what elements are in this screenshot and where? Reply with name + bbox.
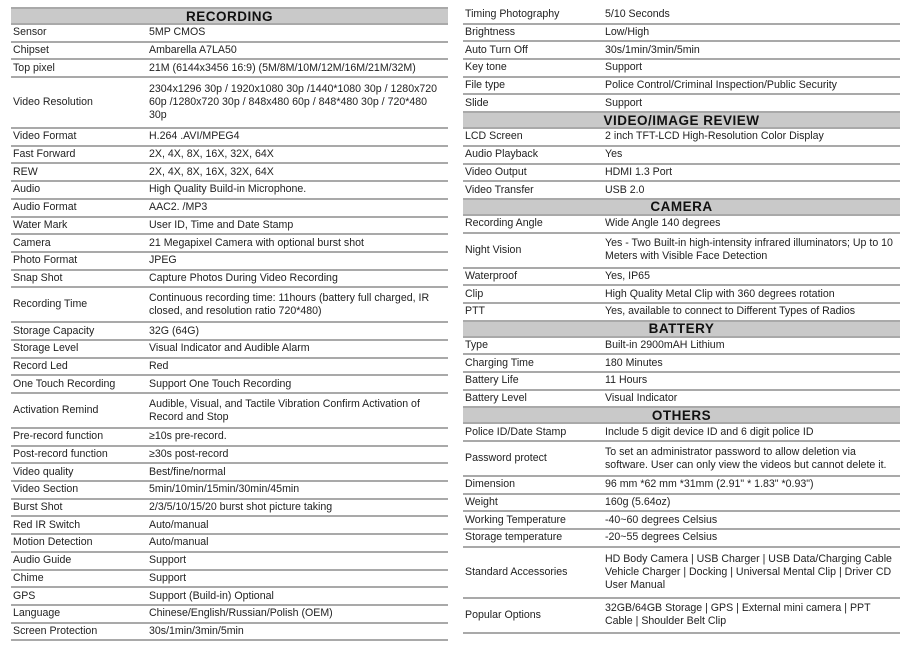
- spec-label: Photo Format: [11, 252, 147, 270]
- spec-row: [463, 268, 900, 286]
- spec-value: 5min/10min/15min/30min/45min: [147, 481, 448, 499]
- spec-label: PTT: [463, 303, 603, 321]
- spec-row: [463, 7, 900, 24]
- spec-label: Audio Playback: [463, 146, 603, 164]
- spec-row: [11, 605, 448, 623]
- spec-row: [463, 94, 900, 112]
- spec-label: Sensor: [11, 24, 147, 42]
- spec-value: Support: [603, 59, 900, 77]
- spec-row: [463, 146, 900, 164]
- spec-label: Record Led: [11, 358, 147, 376]
- spec-table-left: [11, 7, 448, 641]
- spec-value: 32G (64G): [147, 322, 448, 340]
- spec-value: 21 Megapixel Camera with optional burst shot: [147, 234, 448, 252]
- spec-row: [11, 516, 448, 534]
- spec-row: [463, 511, 900, 529]
- spec-value: 160g (5.64oz): [603, 494, 900, 512]
- spec-value: ≥10s pre-record.: [147, 428, 448, 446]
- spec-label: Audio Guide: [11, 552, 147, 570]
- spec-row: [463, 494, 900, 512]
- spec-value: Support One Touch Recording: [147, 375, 448, 393]
- spec-label: Battery Life: [463, 372, 603, 390]
- spec-row: [11, 393, 448, 428]
- spec-label: Video Output: [463, 164, 603, 182]
- spec-value: JPEG: [147, 252, 448, 270]
- spec-label: LCD Screen: [463, 128, 603, 146]
- spec-row: [463, 354, 900, 372]
- spec-label: Password protect: [463, 441, 603, 476]
- spec-label: Storage Level: [11, 340, 147, 358]
- spec-value: Continuous recording time: 11hours (battery full charged, IR closed, and resolution ratio 720*480): [147, 287, 448, 322]
- spec-label: Brightness: [463, 24, 603, 42]
- spec-label: Key tone: [463, 59, 603, 77]
- spec-value: 5/10 Seconds: [603, 7, 900, 24]
- spec-label: Post-record function: [11, 446, 147, 464]
- spec-row: [463, 24, 900, 42]
- spec-label: Slide: [463, 94, 603, 112]
- spec-label: Audio: [11, 181, 147, 199]
- spec-row: [463, 598, 900, 633]
- spec-label: Video Transfer: [463, 181, 603, 199]
- spec-label: Water Mark: [11, 217, 147, 235]
- spec-value: ≥30s post-record: [147, 446, 448, 464]
- spec-value: 21M (6144x3456 16:9) (5M/8M/10M/12M/16M/21M/32M): [147, 59, 448, 77]
- spec-label: Popular Options: [463, 598, 603, 633]
- spec-row: [11, 375, 448, 393]
- spec-label: Chime: [11, 570, 147, 588]
- spec-value: 32GB/64GB Storage | GPS | External mini camera | PPT Cable | Shoulder Belt Clip: [603, 598, 900, 633]
- spec-value: Chinese/English/Russian/Polish (OEM): [147, 605, 448, 623]
- spec-row: [11, 446, 448, 464]
- spec-row: [11, 340, 448, 358]
- spec-value: Auto/manual: [147, 516, 448, 534]
- spec-row: [463, 164, 900, 182]
- spec-row: [463, 441, 900, 476]
- section-title: VIDEO/IMAGE REVIEW: [463, 112, 900, 128]
- spec-row: [11, 163, 448, 181]
- spec-row: [463, 285, 900, 303]
- spec-row: [11, 42, 448, 60]
- spec-row: [11, 552, 448, 570]
- spec-value: Capture Photos During Video Recording: [147, 270, 448, 288]
- spec-row: [11, 217, 448, 235]
- spec-value: 30s/1min/3min/5min: [603, 41, 900, 59]
- spec-label: Language: [11, 605, 147, 623]
- spec-label: Audio Format: [11, 199, 147, 217]
- spec-row: [11, 287, 448, 322]
- section-header: [463, 112, 900, 128]
- spec-value: Low/High: [603, 24, 900, 42]
- spec-row: [11, 322, 448, 340]
- spec-row: [11, 77, 448, 128]
- spec-value: Best/fine/normal: [147, 463, 448, 481]
- spec-row: [463, 303, 900, 321]
- spec-value: Yes, IP65: [603, 268, 900, 286]
- section-header: [463, 321, 900, 337]
- section-title: RECORDING: [11, 8, 448, 24]
- spec-row: [463, 41, 900, 59]
- spec-row: [463, 476, 900, 494]
- spec-row: [463, 547, 900, 598]
- section-header: [463, 407, 900, 423]
- section-header: [11, 8, 448, 24]
- spec-row: [463, 59, 900, 77]
- spec-value: 11 Hours: [603, 372, 900, 390]
- spec-row: [11, 587, 448, 605]
- spec-value: HD Body Camera | USB Charger | USB Data/Charging Cable Vehicle Charger | Docking | Universal Mental Clip | Driver CD User Manual: [603, 547, 900, 598]
- spec-row: [463, 529, 900, 547]
- spec-value: 180 Minutes: [603, 354, 900, 372]
- spec-value: 2 inch TFT-LCD High-Resolution Color Display: [603, 128, 900, 146]
- spec-label: Snap Shot: [11, 270, 147, 288]
- spec-label: Battery Level: [463, 390, 603, 408]
- spec-value: Support (Build-in) Optional: [147, 587, 448, 605]
- spec-value: Support: [147, 552, 448, 570]
- section-header: [463, 199, 900, 215]
- spec-value: User ID, Time and Date Stamp: [147, 217, 448, 235]
- spec-label: Video Resolution: [11, 77, 147, 128]
- spec-label: Video quality: [11, 463, 147, 481]
- spec-row: [11, 463, 448, 481]
- spec-value: AAC2. /MP3: [147, 199, 448, 217]
- spec-label: Red IR Switch: [11, 516, 147, 534]
- spec-label: Police ID/Date Stamp: [463, 423, 603, 441]
- spec-row: [11, 234, 448, 252]
- spec-value: 5MP CMOS: [147, 24, 448, 42]
- spec-value: Police Control/Criminal Inspection/Public Security: [603, 77, 900, 95]
- spec-row: [11, 24, 448, 42]
- spec-label: Weight: [463, 494, 603, 512]
- spec-row: [11, 570, 448, 588]
- spec-label: Pre-record function: [11, 428, 147, 446]
- spec-row: [11, 534, 448, 552]
- spec-label: Top pixel: [11, 59, 147, 77]
- spec-row: [11, 499, 448, 517]
- spec-label: Activation Remind: [11, 393, 147, 428]
- spec-label: Recording Time: [11, 287, 147, 322]
- spec-value: Include 5 digit device ID and 6 digit police ID: [603, 423, 900, 441]
- spec-row: [463, 372, 900, 390]
- spec-value: Support: [147, 570, 448, 588]
- spec-value: Audible, Visual, and Tactile Vibration Confirm Activation of Record and Stop: [147, 393, 448, 428]
- spec-label: One Touch Recording: [11, 375, 147, 393]
- spec-value: 2304x1296 30p / 1920x1080 30p /1440*1080 30p / 1280x720 60p /1280x720 30p / 848x480 60p / 848*480 30p / 720*480 30p: [147, 77, 448, 128]
- spec-label: Fast Forward: [11, 146, 147, 164]
- spec-label: Standard Accessories: [463, 547, 603, 598]
- spec-value: Visual Indicator and Audible Alarm: [147, 340, 448, 358]
- spec-row: [11, 199, 448, 217]
- spec-value: 2/3/5/10/15/20 burst shot picture taking: [147, 499, 448, 517]
- spec-value: -20~55 degrees Celsius: [603, 529, 900, 547]
- spec-value: Built-in 2900mAH Lithium: [603, 337, 900, 355]
- spec-label: Video Format: [11, 128, 147, 146]
- spec-row: [11, 358, 448, 376]
- spec-value: Yes, available to connect to Different Types of Radios: [603, 303, 900, 321]
- spec-label: Chipset: [11, 42, 147, 60]
- spec-row: [463, 390, 900, 408]
- spec-value: Red: [147, 358, 448, 376]
- spec-label: Screen Protection: [11, 623, 147, 641]
- spec-label: Auto Turn Off: [463, 41, 603, 59]
- spec-row: [11, 481, 448, 499]
- spec-row: [11, 128, 448, 146]
- spec-label: Recording Angle: [463, 215, 603, 233]
- spec-label: Storage temperature: [463, 529, 603, 547]
- spec-row: [11, 146, 448, 164]
- spec-value: 30s/1min/3min/5min: [147, 623, 448, 641]
- spec-row: [463, 181, 900, 199]
- spec-value: Visual Indicator: [603, 390, 900, 408]
- spec-label: Night Vision: [463, 233, 603, 268]
- spec-value: Yes - Two Built-in high-intensity infrared illuminators; Up to 10 Meters with Visible Face Detection: [603, 233, 900, 268]
- spec-row: [463, 128, 900, 146]
- spec-row: [463, 423, 900, 441]
- spec-row: [11, 270, 448, 288]
- spec-row: [11, 59, 448, 77]
- spec-label: Burst Shot: [11, 499, 147, 517]
- spec-row: [463, 337, 900, 355]
- spec-label: Dimension: [463, 476, 603, 494]
- spec-label: GPS: [11, 587, 147, 605]
- spec-label: Waterproof: [463, 268, 603, 286]
- spec-row: [463, 215, 900, 233]
- section-title: CAMERA: [463, 199, 900, 215]
- spec-value: High Quality Build-in Microphone.: [147, 181, 448, 199]
- spec-label: File type: [463, 77, 603, 95]
- spec-value: 96 mm *62 mm *31mm (2.91" * 1.83" *0.93"): [603, 476, 900, 494]
- spec-label: Timing Photography: [463, 7, 603, 24]
- spec-label: Clip: [463, 285, 603, 303]
- spec-value: -40~60 degrees Celsius: [603, 511, 900, 529]
- spec-row: [463, 233, 900, 268]
- spec-value: Auto/manual: [147, 534, 448, 552]
- spec-value: USB 2.0: [603, 181, 900, 199]
- spec-value: Support: [603, 94, 900, 112]
- spec-row: [11, 252, 448, 270]
- spec-value: High Quality Metal Clip with 360 degrees rotation: [603, 285, 900, 303]
- spec-value: Yes: [603, 146, 900, 164]
- spec-row: [11, 623, 448, 641]
- spec-label: Motion Detection: [11, 534, 147, 552]
- spec-label: Camera: [11, 234, 147, 252]
- section-title: OTHERS: [463, 407, 900, 423]
- spec-value: To set an administrator password to allow deletion via software. User can only view the videos but cannot delete it.: [603, 441, 900, 476]
- spec-label: Storage Capacity: [11, 322, 147, 340]
- spec-value: 2X, 4X, 8X, 16X, 32X, 64X: [147, 146, 448, 164]
- spec-row: [11, 428, 448, 446]
- spec-label: REW: [11, 163, 147, 181]
- spec-value: HDMI 1.3 Port: [603, 164, 900, 182]
- spec-row: [463, 77, 900, 95]
- spec-label: Charging Time: [463, 354, 603, 372]
- spec-label: Type: [463, 337, 603, 355]
- spec-label: Working Temperature: [463, 511, 603, 529]
- spec-value: Wide Angle 140 degrees: [603, 215, 900, 233]
- spec-value: 2X, 4X, 8X, 16X, 32X, 64X: [147, 163, 448, 181]
- spec-row: [11, 181, 448, 199]
- spec-label: Video Section: [11, 481, 147, 499]
- section-title: BATTERY: [463, 321, 900, 337]
- spec-value: Ambarella A7LA50: [147, 42, 448, 60]
- spec-value: H.264 .AVI/MPEG4: [147, 128, 448, 146]
- spec-table-right: [463, 7, 900, 634]
